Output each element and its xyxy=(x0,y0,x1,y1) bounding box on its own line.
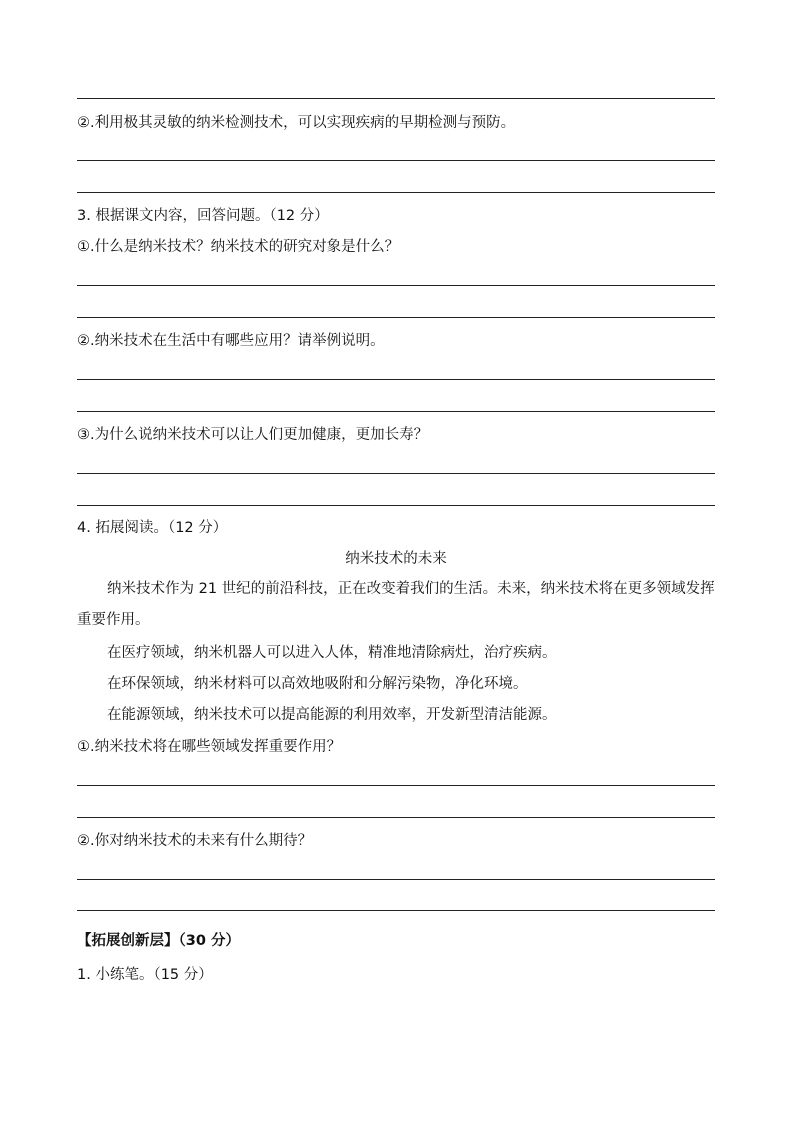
passage-paragraph: 纳米技术作为 21 世纪的前沿科技，正在改变着我们的生活。未来，纳米技术将在更多领域发挥重要作用。 xyxy=(77,581,715,628)
question-3-title: 3. 根据课文内容，回答问题。（12 分） xyxy=(77,208,329,224)
answer-line xyxy=(77,411,715,412)
question-4-item-1: ①.纳米技术将在哪些领域发挥重要作用？ xyxy=(77,739,342,755)
answer-line xyxy=(77,160,715,161)
answer-line xyxy=(77,98,715,99)
section-question-1: 1. 小练笔。（15 分） xyxy=(77,967,213,983)
section-heading: 【拓展创新层】（30 分） xyxy=(77,933,240,949)
answer-line xyxy=(77,505,715,506)
question-4-item-2: ②.你对纳米技术的未来有什么期待？ xyxy=(77,833,313,849)
answer-line xyxy=(77,879,715,880)
answer-line xyxy=(77,910,715,911)
question-4-title: 4. 拓展阅读。（12 分） xyxy=(77,520,228,536)
question-item: ②.利用极其灵敏的纳米检测技术，可以实现疾病的早期检测与预防。 xyxy=(77,115,516,131)
passage-paragraph: 在环保领域，纳米材料可以高效地吸附和分解污染物，净化环境。 xyxy=(107,676,528,692)
answer-line xyxy=(77,192,715,193)
answer-line xyxy=(77,379,715,380)
answer-line xyxy=(77,317,715,318)
answer-line xyxy=(77,817,715,818)
passage-paragraph: 在医疗领域，纳米机器人可以进入人体，精准地清除病灶，治疗疾病。 xyxy=(107,645,557,661)
question-3-item-1: ①.什么是纳米技术？纳米技术的研究对象是什么？ xyxy=(77,239,400,255)
passage-paragraph: 在能源领域，纳米技术可以提高能源的利用效率，开发新型清洁能源。 xyxy=(107,707,557,723)
question-3-item-2: ②.纳米技术在生活中有哪些应用？请举例说明。 xyxy=(77,333,385,349)
passage-title: 纳米技术的未来 xyxy=(345,551,447,567)
answer-line xyxy=(77,473,715,474)
question-3-item-3: ③.为什么说纳米技术可以让人们更加健康，更加长寿？ xyxy=(77,427,429,443)
answer-line xyxy=(77,285,715,286)
answer-line xyxy=(77,785,715,786)
